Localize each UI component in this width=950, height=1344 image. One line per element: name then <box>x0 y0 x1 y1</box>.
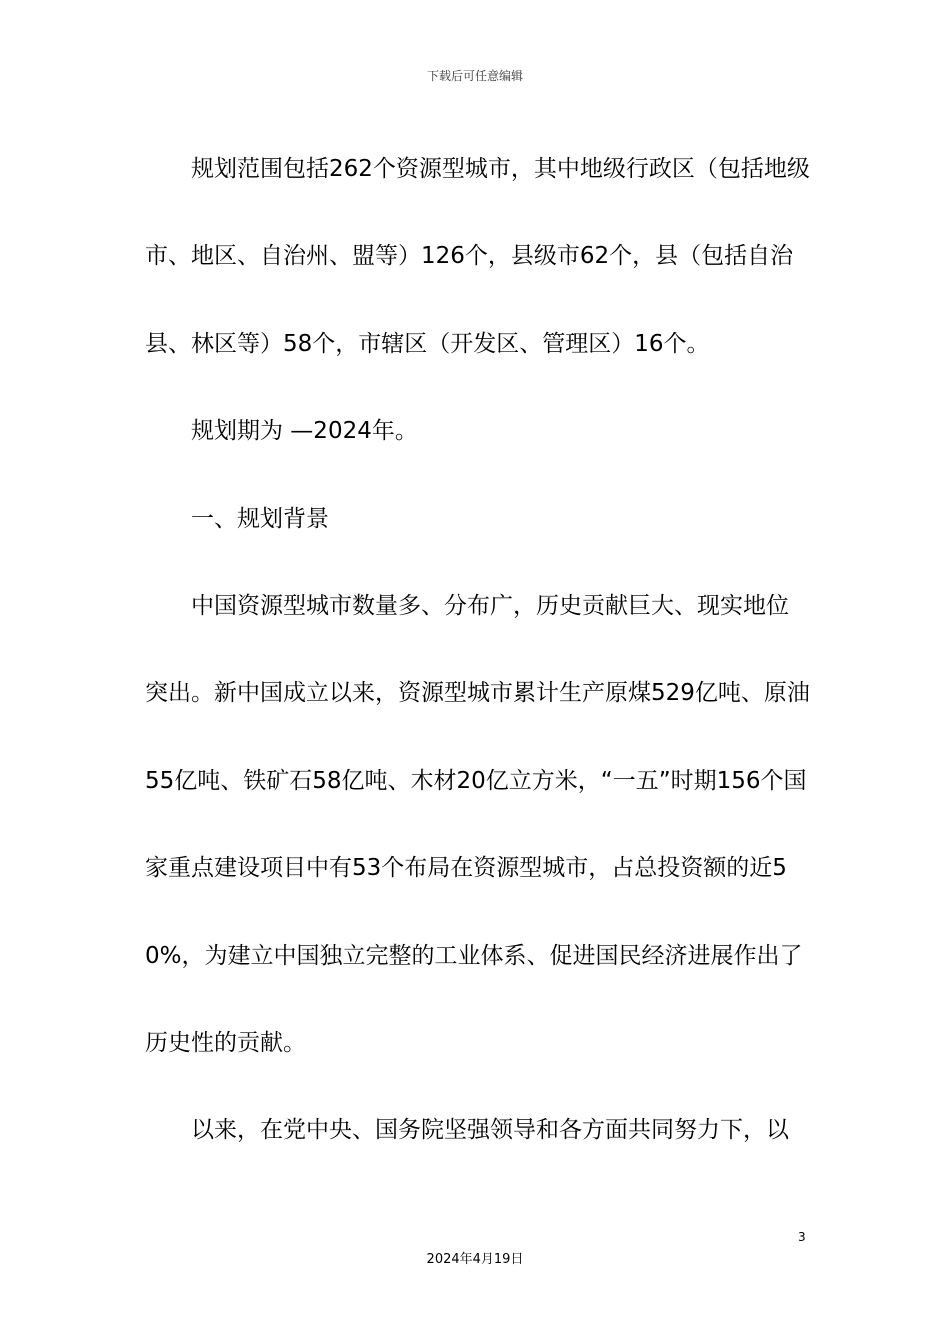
paragraph-period: 规划期为 —2024年。 <box>191 418 418 445</box>
paragraph-background: 中国资源型城市数量多、分布广，历史贡献巨大、现实地位突出。新中国成立以来，资源型城市累计生产原煤529亿吨、原油55亿吨、铁矿石58亿吨、木材20亿立方米，“一五”时期156个国家重点建设项目中有53个布局在资源型城市，占总投资额的近50%，为建立中国独立完整的工业体系、促进国民经济进展作出了历史性的贡献。 <box>145 593 810 1057</box>
section-heading-background: 一、规划背景 <box>191 505 329 532</box>
document-body <box>145 126 810 1175</box>
page-number: 3 <box>798 1230 806 1244</box>
paragraph-continuation: 以来，在党中央、国务院坚强领导和各方面共同努力下，以 <box>191 1117 789 1144</box>
paragraph-scope: 规划范围包括262个资源型城市，其中地级行政区（包括地级市、地区、自治州、盟等）126个，县级市62个，县（包括自治县、林区等）58个，市辖区（开发区、管理区）16个。 <box>145 156 810 357</box>
footer-date: 2024年4月19日 <box>426 1252 524 1267</box>
header-note: 下载后可任意编辑 <box>426 69 523 83</box>
